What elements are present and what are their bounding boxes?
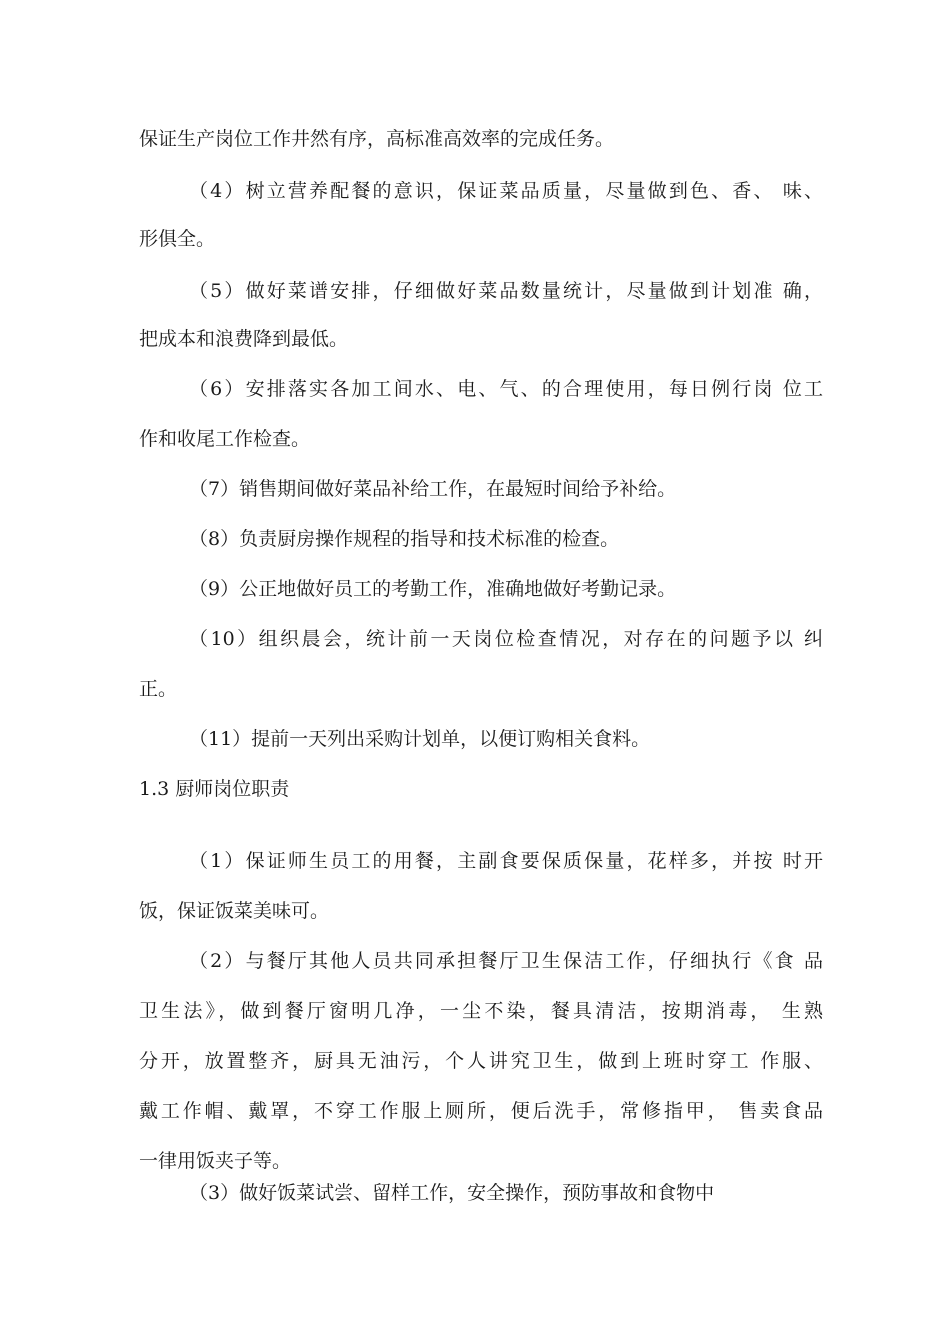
list-item-1: （1）保证师生员工的用餐，主副食要保质保量，花样多，并按 时开: [189, 850, 823, 872]
text-line: 把成本和浪费降到最低。: [139, 328, 349, 350]
text-line: 作和收尾工作检查。: [139, 428, 311, 450]
list-item-7: （7）销售期间做好菜品补给工作，在最短时间给予补给。: [189, 478, 677, 500]
text-line: 饭，保证饭菜美味可。: [139, 900, 330, 922]
list-item-5: （5）做好菜谱安排，仔细做好菜品数量统计，尽量做到计划准 确，: [189, 280, 823, 302]
list-item-8: （8）负责厨房操作规程的指导和技术标准的检查。: [189, 528, 620, 550]
text-line: 保证生产岗位工作井然有序，高标准高效率的完成任务。: [139, 128, 615, 150]
text-line: 一律用饭夹子等。: [139, 1150, 292, 1172]
list-item-3: （3）做好饭菜试尝、留样工作，安全操作，预防事故和食物中: [189, 1182, 715, 1204]
list-item-2: （2）与餐厅其他人员共同承担餐厅卫生保洁工作，仔细执行《食 品: [189, 950, 823, 972]
text-line: 分开，放置整齐，厨具无油污，个人讲究卫生，做到上班时穿工 作服、: [139, 1050, 823, 1072]
text-line: 戴工作帽、戴罩，不穿工作服上厕所，便后洗手，常修指甲， 售卖食品: [139, 1100, 823, 1122]
section-heading: 1.3 厨师岗位职责: [139, 778, 290, 800]
text-line: 形俱全。: [139, 228, 216, 250]
text-line: 卫生法》，做到餐厅窗明几净，一尘不染，餐具清洁，按期消毒， 生熟: [139, 1000, 823, 1022]
list-item-6: （6）安排落实各加工间水、电、气、的合理使用，每日例行岗 位工: [189, 378, 823, 400]
list-item-9: （9）公正地做好员工的考勤工作，准确地做好考勤记录。: [189, 578, 677, 600]
list-item-4: （4）树立营养配餐的意识，保证菜品质量，尽量做到色、香、 味、: [189, 180, 823, 202]
text-line: 正。: [139, 678, 178, 700]
list-item-11: （11）提前一天列出采购计划单，以便订购相关食料。: [189, 728, 651, 750]
list-item-10: （10）组织晨会，统计前一天岗位检查情况，对存在的问题予以 纠: [189, 628, 823, 650]
